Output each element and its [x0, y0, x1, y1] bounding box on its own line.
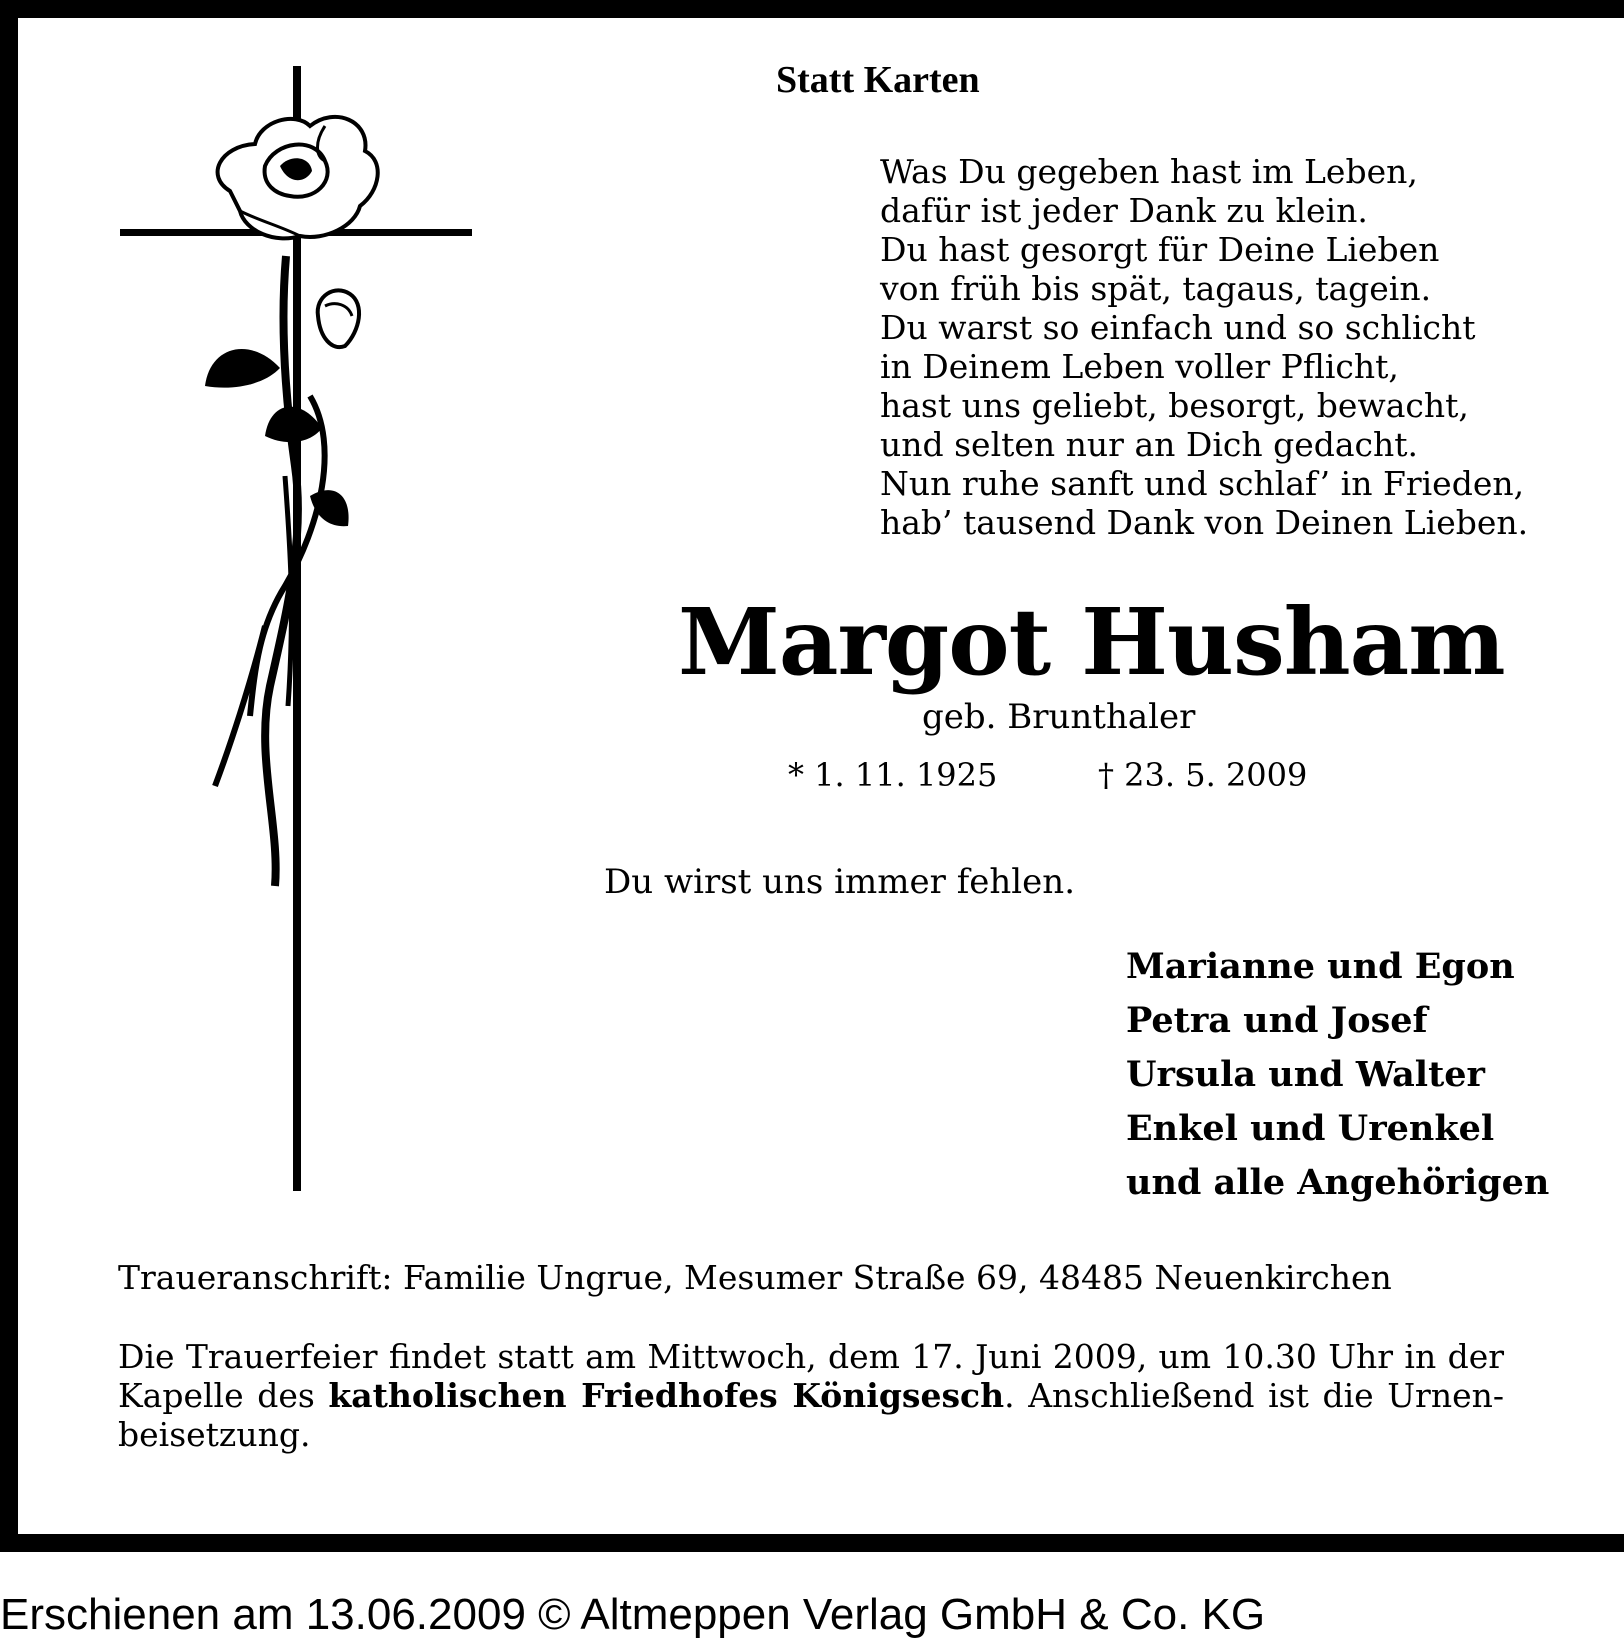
- poem-line: in Deinem Leben voller Pflicht,: [880, 347, 1399, 386]
- mourning-address: Traueranschrift: Familie Ungrue, Mesumer Straße 69, 48485 Neuenkirchen: [118, 1258, 1392, 1297]
- publication-footer: Erschienen am 13.06.2009 © Altmeppen Verlag GmbH & Co. KG: [0, 1590, 1266, 1639]
- death-date: † 23. 5. 2009: [1098, 756, 1308, 794]
- poem-line: Nun ruhe sanft und schlaf’ in Frieden,: [880, 464, 1525, 503]
- rose-icon: [218, 117, 378, 238]
- family-member: Petra und Josef: [1126, 1000, 1428, 1041]
- family-member: und alle Angehörigen: [1126, 1162, 1550, 1203]
- notice-header: Statt Karten: [776, 59, 980, 101]
- family-member: Ursula und Walter: [1126, 1054, 1485, 1095]
- birth-date: * 1. 11. 1925: [788, 756, 998, 794]
- poem-line: Du warst so einfach und so schlicht: [880, 308, 1476, 347]
- family-member: Enkel und Urenkel: [1126, 1108, 1495, 1149]
- poem-line: hab’ tausend Dank von Deinen Lieben.: [880, 503, 1529, 542]
- family-member: Marianne und Egon: [1126, 946, 1515, 987]
- poem-line: Was Du gegeben hast im Leben,: [880, 152, 1418, 191]
- rose-bud-icon: [318, 290, 359, 347]
- ceremony-info: [118, 1337, 1504, 1454]
- family-list: [1126, 940, 1549, 1210]
- poem-line: dafür ist jeder Dank zu klein.: [880, 191, 1368, 230]
- cross-with-rose-illustration: [110, 66, 480, 1196]
- deceased-name: Margot Husham: [678, 588, 1505, 696]
- memorial-poem: [880, 152, 1528, 542]
- ceremony-text: Die Trauerfeier findet statt am Mittwoch, dem 17. Juni 2009, um 10.30 Uhr in der Kapelle des: [118, 1337, 1504, 1415]
- poem-line: von früh bis spät, tagaus, tagein.: [880, 269, 1432, 308]
- poem-line: und selten nur an Dich gedacht.: [880, 425, 1419, 464]
- ceremony-text-end: . Anschließend ist die Urnenbeisetzung.: [118, 1376, 1505, 1454]
- farewell-line: Du wirst uns immer fehlen.: [604, 862, 1076, 902]
- poem-line: Du hast gesorgt für Deine Lieben: [880, 230, 1440, 269]
- birth-name: geb. Brunthaler: [922, 697, 1196, 737]
- poem-line: hast uns geliebt, besorgt, bewacht,: [880, 386, 1469, 425]
- ceremony-location: katholischen Friedhofes Königsesch: [328, 1376, 1005, 1415]
